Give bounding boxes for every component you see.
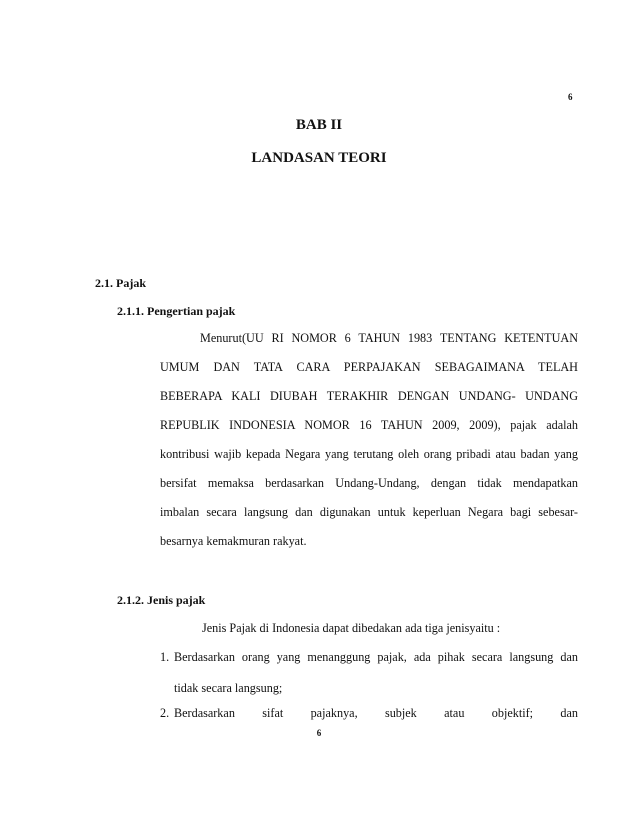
paragraph-line: REPUBLIK INDONESIA NOMOR 16 TAHUN 2009, 2009), pajak adalah (160, 418, 578, 432)
chapter-label: BAB II (295, 117, 343, 133)
paragraph-line: besarnya kemakmuran rakyat. (160, 534, 307, 548)
list-item-line: tidak secara langsung; (174, 681, 283, 695)
subsection-heading-2: 2.1.2. Jenis pajak (117, 593, 206, 607)
section-heading (95, 276, 146, 291)
page-number-top: 6 (568, 92, 573, 102)
chapter-title: LANDASAN TEORI (251, 150, 387, 166)
section-title: Pajak (116, 276, 146, 290)
paragraph-line: bersifat memaksa berdasarkan Undang-Undang, dengan tidak mendapatkan (160, 476, 578, 490)
paragraph-line: imbalan secara langsung dan digunakan untuk keperluan Negara bagi sebesar- (160, 505, 578, 519)
paragraph-line: Menurut(UU RI NOMOR 6 TAHUN 1983 TENTANG KETENTUAN (200, 331, 578, 345)
paragraph-line: kontribusi wajib kepada Negara yang terutang oleh orang pribadi atau badan yang (160, 447, 578, 461)
list-item-line: Berdasarkan sifat pajaknya, subjek atau objektif; dan (174, 706, 578, 720)
page-number-bottom: 6 (316, 728, 322, 738)
jenis-pajak-intro: Jenis Pajak di Indonesia dapat dibedakan ada tiga jenisyaitu : (202, 621, 501, 635)
subsection-heading-1: 2.1.1. Pengertian pajak (117, 304, 236, 318)
definition-paragraph (160, 324, 578, 556)
list-item-number: 2. (160, 706, 170, 720)
list-item-line: Berdasarkan orang yang menanggung pajak, ada pihak secara langsung dan (174, 650, 578, 664)
paragraph-line: BEBERAPA KALI DIUBAH TERAKHIR DENGAN UNDANG- UNDANG (160, 389, 578, 403)
section-number: 2.1. (95, 276, 113, 290)
paragraph-line: UMUM DAN TATA CARA PERPAJAKAN SEBAGAIMANA TELAH (160, 360, 578, 374)
list-item-number: 1. (160, 650, 170, 664)
